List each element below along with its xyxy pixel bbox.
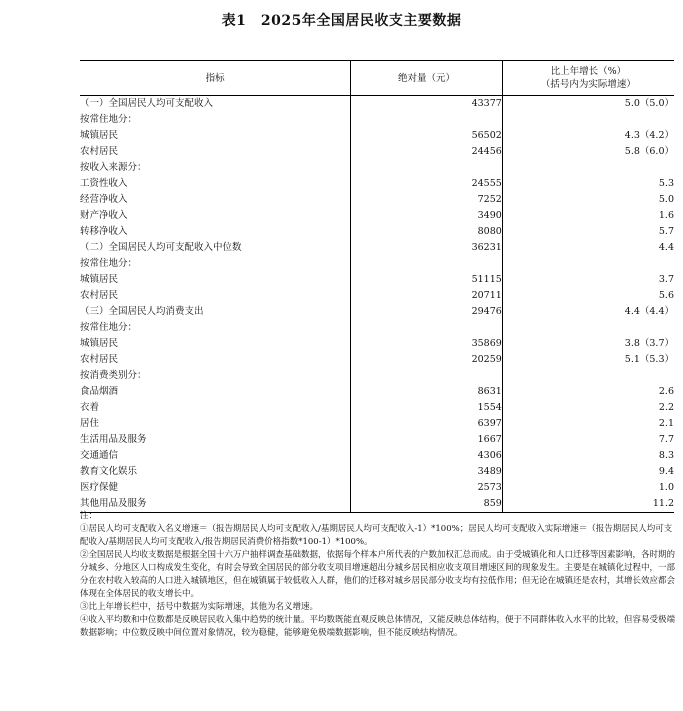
row-label: 农村居民	[80, 290, 119, 301]
row-growth: 5.7	[502, 224, 674, 240]
row-value: 43377	[351, 96, 503, 113]
table-row	[80, 192, 674, 208]
row-label: （二）全国居民人均可支配收入中位数	[80, 242, 242, 253]
row-growth	[502, 112, 674, 128]
row-growth	[502, 160, 674, 176]
page-title: 表1 2025年全国居民收支主要数据	[221, 13, 462, 29]
row-value: 35869	[351, 336, 503, 352]
row-value: 24456	[351, 144, 503, 160]
row-growth: 1.6	[502, 208, 674, 224]
row-growth: 8.3	[502, 448, 674, 464]
row-label: 城镇居民	[80, 130, 119, 141]
row-value: 3489	[351, 464, 503, 480]
row-label: 食品烟酒	[80, 386, 119, 397]
table-row	[80, 256, 674, 272]
table-row	[80, 384, 674, 400]
row-value: 29476	[351, 304, 503, 320]
row-label: 经营净收入	[80, 194, 128, 205]
row-growth: 1.0	[502, 480, 674, 496]
row-value	[351, 112, 503, 128]
row-value: 859	[351, 496, 503, 513]
note-3: ③比上年增长栏中，括号中数据为实际增速，其他为名义增速。	[80, 602, 319, 612]
row-label: 按收入来源分：	[80, 162, 147, 173]
table-row	[80, 432, 674, 448]
table-row	[80, 128, 674, 144]
row-growth: 5.8（6.0）	[502, 144, 674, 160]
table-row	[80, 448, 674, 464]
row-label: 农村居民	[80, 146, 119, 157]
row-label: 工资性收入	[80, 178, 128, 189]
row-value: 1667	[351, 432, 503, 448]
row-growth	[502, 256, 674, 272]
row-growth: 7.7	[502, 432, 674, 448]
row-growth: 5.0（5.0）	[502, 96, 674, 113]
row-value	[351, 368, 503, 384]
row-value	[351, 160, 503, 176]
table-row	[80, 304, 674, 320]
row-label: 生活用品及服务	[80, 434, 147, 445]
note-1: ①居民人均可支配收入名义增速＝（报告期居民人均可支配收入/基期居民人均可支配收入-1）*100%；居民人均可支配收入实际增速＝（报告期居民人均可支配收入/基期居民人均可支配收入/报告期居民消费价格指数*100-1）*100%。	[80, 524, 673, 547]
table-row	[80, 272, 674, 288]
row-value: 3490	[351, 208, 503, 224]
header-indicator: 指标	[80, 61, 351, 96]
table-row	[80, 464, 674, 480]
row-value: 2573	[351, 480, 503, 496]
table-row	[80, 320, 674, 336]
row-growth	[502, 368, 674, 384]
notes-heading: 注：	[80, 511, 98, 521]
row-label: （三）全国居民人均消费支出	[80, 306, 204, 317]
table-body	[80, 96, 674, 513]
table-row	[80, 480, 674, 496]
table-row	[80, 160, 674, 176]
row-growth: 4.4（4.4）	[502, 304, 674, 320]
row-label: 交通通信	[80, 450, 119, 461]
table-row	[80, 416, 674, 432]
row-value: 4306	[351, 448, 503, 464]
row-value: 24555	[351, 176, 503, 192]
table-row	[80, 352, 674, 368]
row-value: 8080	[351, 224, 503, 240]
row-label: 教育文化娱乐	[80, 466, 138, 477]
table-row	[80, 112, 674, 128]
row-label: 按常住地分：	[80, 114, 138, 125]
row-label: 医疗保健	[80, 482, 119, 493]
notes	[80, 510, 676, 640]
row-value: 20259	[351, 352, 503, 368]
row-label: （一）全国居民人均可支配收入	[80, 98, 214, 109]
row-growth: 2.1	[502, 416, 674, 432]
table-row	[80, 288, 674, 304]
row-value	[351, 320, 503, 336]
header-growth-line1: 比上年增长（%）	[550, 66, 627, 77]
row-label: 衣着	[80, 402, 100, 413]
table-row	[80, 368, 674, 384]
row-growth: 2.6	[502, 384, 674, 400]
row-value: 51115	[351, 272, 503, 288]
row-growth: 5.6	[502, 288, 674, 304]
row-growth: 3.8（3.7）	[502, 336, 674, 352]
row-value	[351, 256, 503, 272]
data-table	[80, 60, 674, 513]
table-row	[80, 96, 674, 113]
header-growth-line2: （括号内为实际增速）	[540, 79, 636, 90]
note-2: ②全国居民人均收支数据是根据全国十六万户抽样调查基础数据，依据每个样本户所代表的户数加权汇总而成。由于受城镇化和人口迁移等因素影响，各时期的分城乡、分地区人口构成发生变化，有时会导致全国居民的部分收支项目增速超出分城乡居民相应收支项目增速区间的现象发生。主要是在城镇化过程中，一部分在农村收入较高的人口进入城镇地区，但在城镇属于较低收入人群，他们的迁移对城乡居民部分收支均有拉低作用；但无论在城镇还是农村，其增长效应都会体现在全体居民的收支增长中。	[80, 550, 676, 599]
row-growth: 5.0	[502, 192, 674, 208]
table-row	[80, 144, 674, 160]
table-row	[80, 224, 674, 240]
row-label: 居住	[80, 418, 100, 429]
table-row	[80, 240, 674, 256]
row-growth: 4.3（4.2）	[502, 128, 674, 144]
row-growth: 5.3	[502, 176, 674, 192]
row-label: 城镇居民	[80, 338, 119, 349]
row-growth: 4.4	[502, 240, 674, 256]
row-label: 按常住地分：	[80, 322, 138, 333]
row-growth: 5.1（5.3）	[502, 352, 674, 368]
header-absolute: 绝对量（元）	[351, 61, 503, 96]
table-row	[80, 208, 674, 224]
row-value: 56502	[351, 128, 503, 144]
table-row	[80, 176, 674, 192]
row-growth: 9.4	[502, 464, 674, 480]
row-growth: 2.2	[502, 400, 674, 416]
row-label: 农村居民	[80, 354, 119, 365]
table-row	[80, 400, 674, 416]
row-value: 1554	[351, 400, 503, 416]
note-4: ④收入平均数和中位数都是反映居民收入集中趋势的统计量。平均数既能直观反映总体情况，又能反映总体结构，便于不同群体收入水平的比较，但容易受极端数据影响；中位数反映中间位置对象情况，较为稳健，能够避免极端数据影响，但不能反映结构情况。	[80, 615, 676, 638]
row-value: 8631	[351, 384, 503, 400]
row-growth: 11.2	[502, 496, 674, 513]
row-label: 财产净收入	[80, 210, 128, 221]
table-header-row	[80, 61, 674, 96]
row-value: 6397	[351, 416, 503, 432]
row-label: 城镇居民	[80, 274, 119, 285]
row-label: 按消费类别分：	[80, 370, 147, 381]
header-growth	[502, 61, 674, 96]
row-value: 20711	[351, 288, 503, 304]
row-value: 7252	[351, 192, 503, 208]
row-growth: 3.7	[502, 272, 674, 288]
row-label: 转移净收入	[80, 226, 128, 237]
row-label: 按常住地分：	[80, 258, 138, 269]
row-growth	[502, 320, 674, 336]
table-row	[80, 336, 674, 352]
row-label: 其他用品及服务	[80, 496, 351, 513]
row-value: 36231	[351, 240, 503, 256]
